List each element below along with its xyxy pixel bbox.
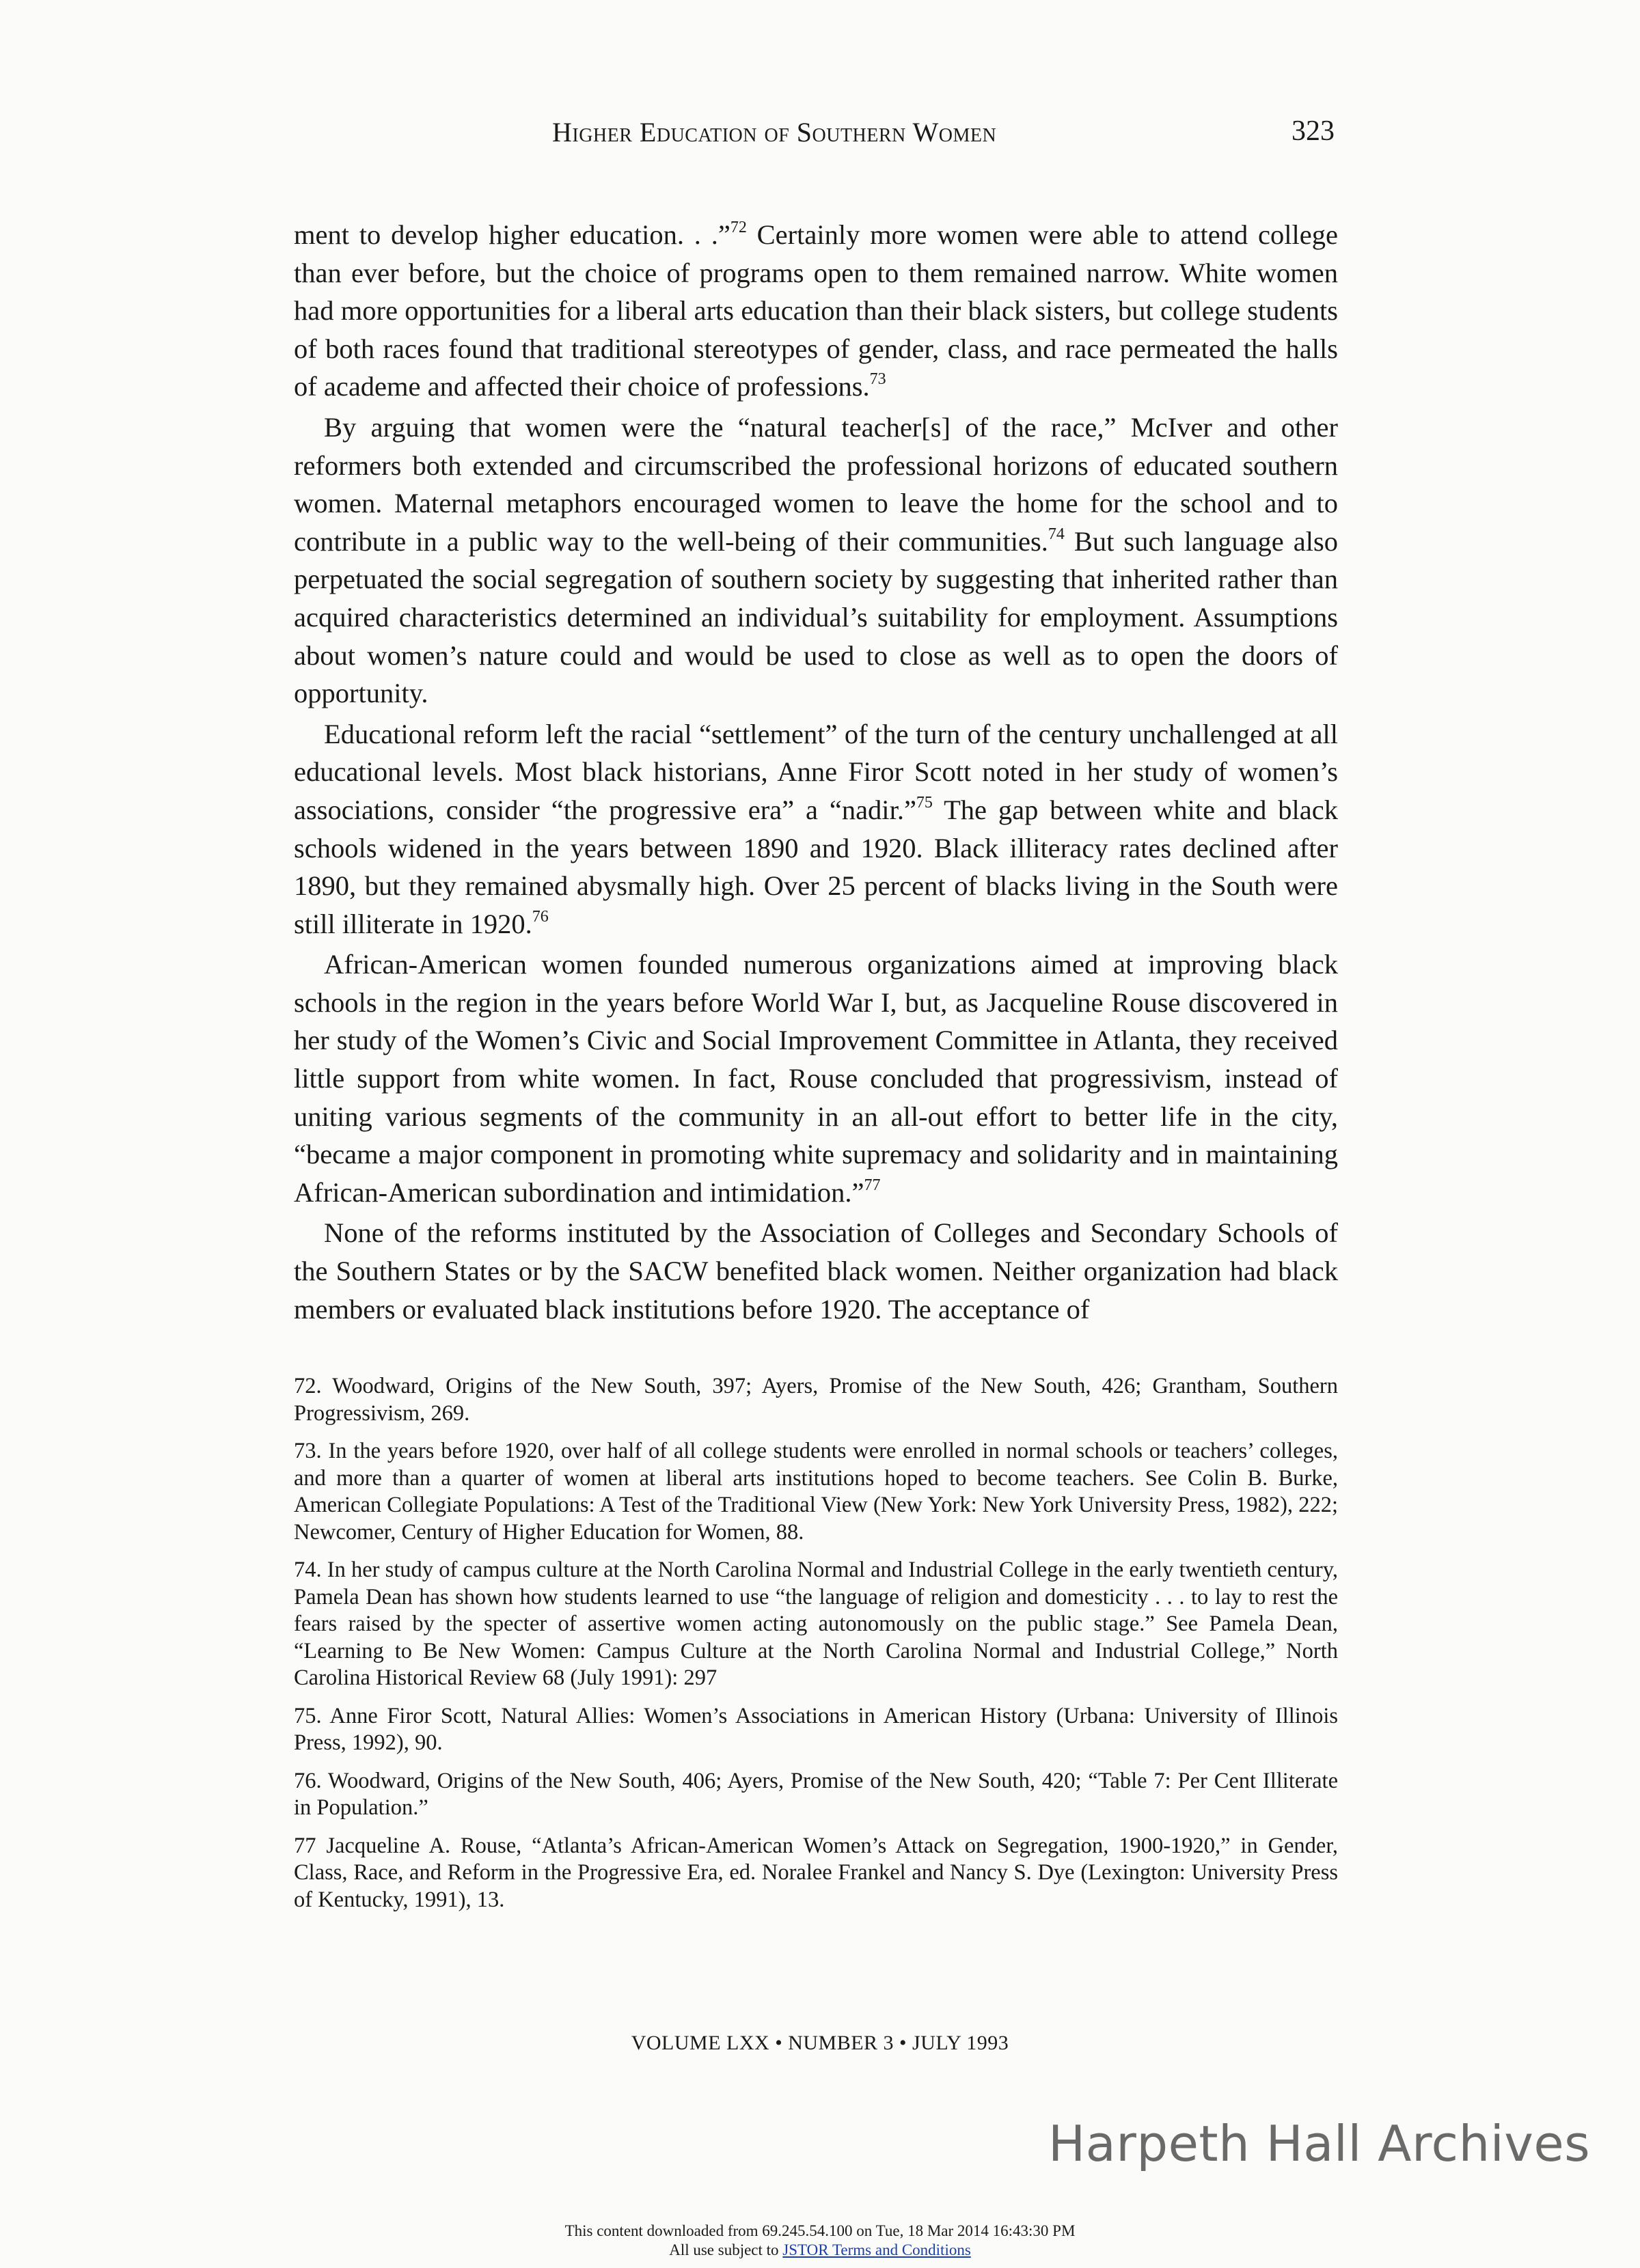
footnote: 74. In her study of campus culture at the North Carolina Normal and Industrial College in the early twentieth century, Pamela Dean has shown how students learned to use “the language of religion and domesticity . . . to lay to rest the fears raised by the specter of assertive women acting autonomously on the public stage.” See Pamela Dean, “Learning to Be New Women: Campus Culture at the North Carolina Normal and Industrial College,” North Carolina Historical Review 68 (July 1991): 297 xyxy=(294,1558,1338,1690)
archive-watermark: Harpeth Hall Archives xyxy=(1048,2115,1591,2172)
paragraph: None of the reforms instituted by the Association of Colleges and Secondary Schools of the Southern States or by the SACW benefited black women. Neither organization had black members or evaluated black institutions before 1920. The acceptance of xyxy=(294,1217,1338,1325)
footnote-ref[interactable]: 75 xyxy=(916,793,933,812)
running-head: Higher Education of Southern Women xyxy=(552,117,997,148)
jstor-terms-link[interactable]: JSTOR Terms and Conditions xyxy=(782,2241,971,2258)
paragraph: By arguing that women were the “natural teacher[s] of the race,” McIver and other reformers both extended and circumscribed the professional horizons of educated southern women. Maternal metaphors encouraged women to leave the home for the school and to contribute in a public way to the well-being of their communities.$^{74}$ But such language also perpetuated the social segregation of southern society by suggesting that inherited rather than acquired characteristics determined an individual’s suitability for employment. Assumptions about women’s nature could and would be used to close as well as to open the doors of opportunity. xyxy=(294,411,1339,709)
paragraph: Educational reform left the racial “settlement” of the turn of the century unchallenged at all educational levels. Most black historians, Anne Firor Scott noted in her study of women’s associations, consider “the progressive era” a “nadir.”$^{75}$ The gap between white and black schools widened in the years between 1890 and 1920. Black illiteracy rates declined after 1890, but they remained abysmally high. Over 25 percent of blacks living in the South were still illiterate in 1920.76 xyxy=(294,718,1338,939)
journal-info: VOLUME LXX • NUMBER 3 • JULY 1993 xyxy=(631,2032,1009,2054)
download-notice-line: This content downloaded from 69.245.54.100 on Tue, 18 Mar 2014 16:43:30 PM xyxy=(564,2222,1076,2239)
download-notice xyxy=(0,2222,1640,2260)
terms-line: All use subject to JSTOR Terms and Conditions xyxy=(669,2241,971,2258)
footnote: 73. In the years before 1920, over half of all college students were enrolled in normal schools or teachers’ colleges, and more than a quarter of women at liberal arts institutions hoped to become teachers. See Colin B. Burke, American Collegiate Populations: A Test of the Traditional View (New York: New York University Press, 1982), 222; Newcomer, Century of Higher Education for Women, 88. xyxy=(294,1439,1338,1545)
body-text xyxy=(294,216,1338,1331)
paragraph: African-American women founded numerous organizations aimed at improving black schools in the region in the years before World War I, but, as Jacqueline Rouse discovered in her study of the Women’s Civic and Social Improvement Committee in Atlanta, they received little support from white women. In fact, Rouse concluded that progressivism, instead of uniting various segments of the community in an all-out effort to better life in the city, “became a major component in promoting white supremacy and solidarity and in maintaining African-American subordination and intimidation.”$^{77}$ xyxy=(294,949,1338,1208)
footnote-ref[interactable]: 76 xyxy=(532,907,549,926)
footnote-ref[interactable]: 73 xyxy=(869,370,886,389)
footnote-ref[interactable]: 74 xyxy=(1048,525,1065,543)
footnote: 72. Woodward, Origins of the New South, 397; Ayers, Promise of the New South, 426; Grantham, Southern Progressivism, 269. xyxy=(294,1374,1338,1426)
footnote: 77 Jacqueline A. Rouse, “Atlanta’s African-American Women’s Attack on Segregation, 1900-1920,” in Gender, Class, Race, and Reform in the Progressive Era, ed. Noralee Frankel and Nancy S. Dye (Lexington: University Press of Kentucky, 1991), 13. xyxy=(294,1833,1338,1912)
footnote-ref[interactable]: 72 xyxy=(730,219,747,236)
paragraph: ment to develop higher education. . .”$^{72}$ Certainly more women were able to attend college than ever before, but the choice of programs open to them remained narrow. White women had more opportunities for a liberal arts education than their black sisters, but college students of both races found that traditional stereotypes of gender, class, and race permeated the halls of academe and affected their choice of professions.$^{73}$ xyxy=(294,219,1338,402)
footnote: 75. Anne Firor Scott, Natural Allies: Women’s Associations in American History (Urbana: University of Illinois Press, 1992), 90. xyxy=(294,1703,1338,1755)
footnote-ref[interactable]: 77 xyxy=(864,1176,881,1194)
page-number: 323 xyxy=(1292,115,1335,147)
footnote: 76. Woodward, Origins of the New South, 406; Ayers, Promise of the New South, 420; “Table 7: Per Cent Illiterate in Population.” xyxy=(294,1768,1338,1820)
footnotes xyxy=(294,1373,1338,1924)
